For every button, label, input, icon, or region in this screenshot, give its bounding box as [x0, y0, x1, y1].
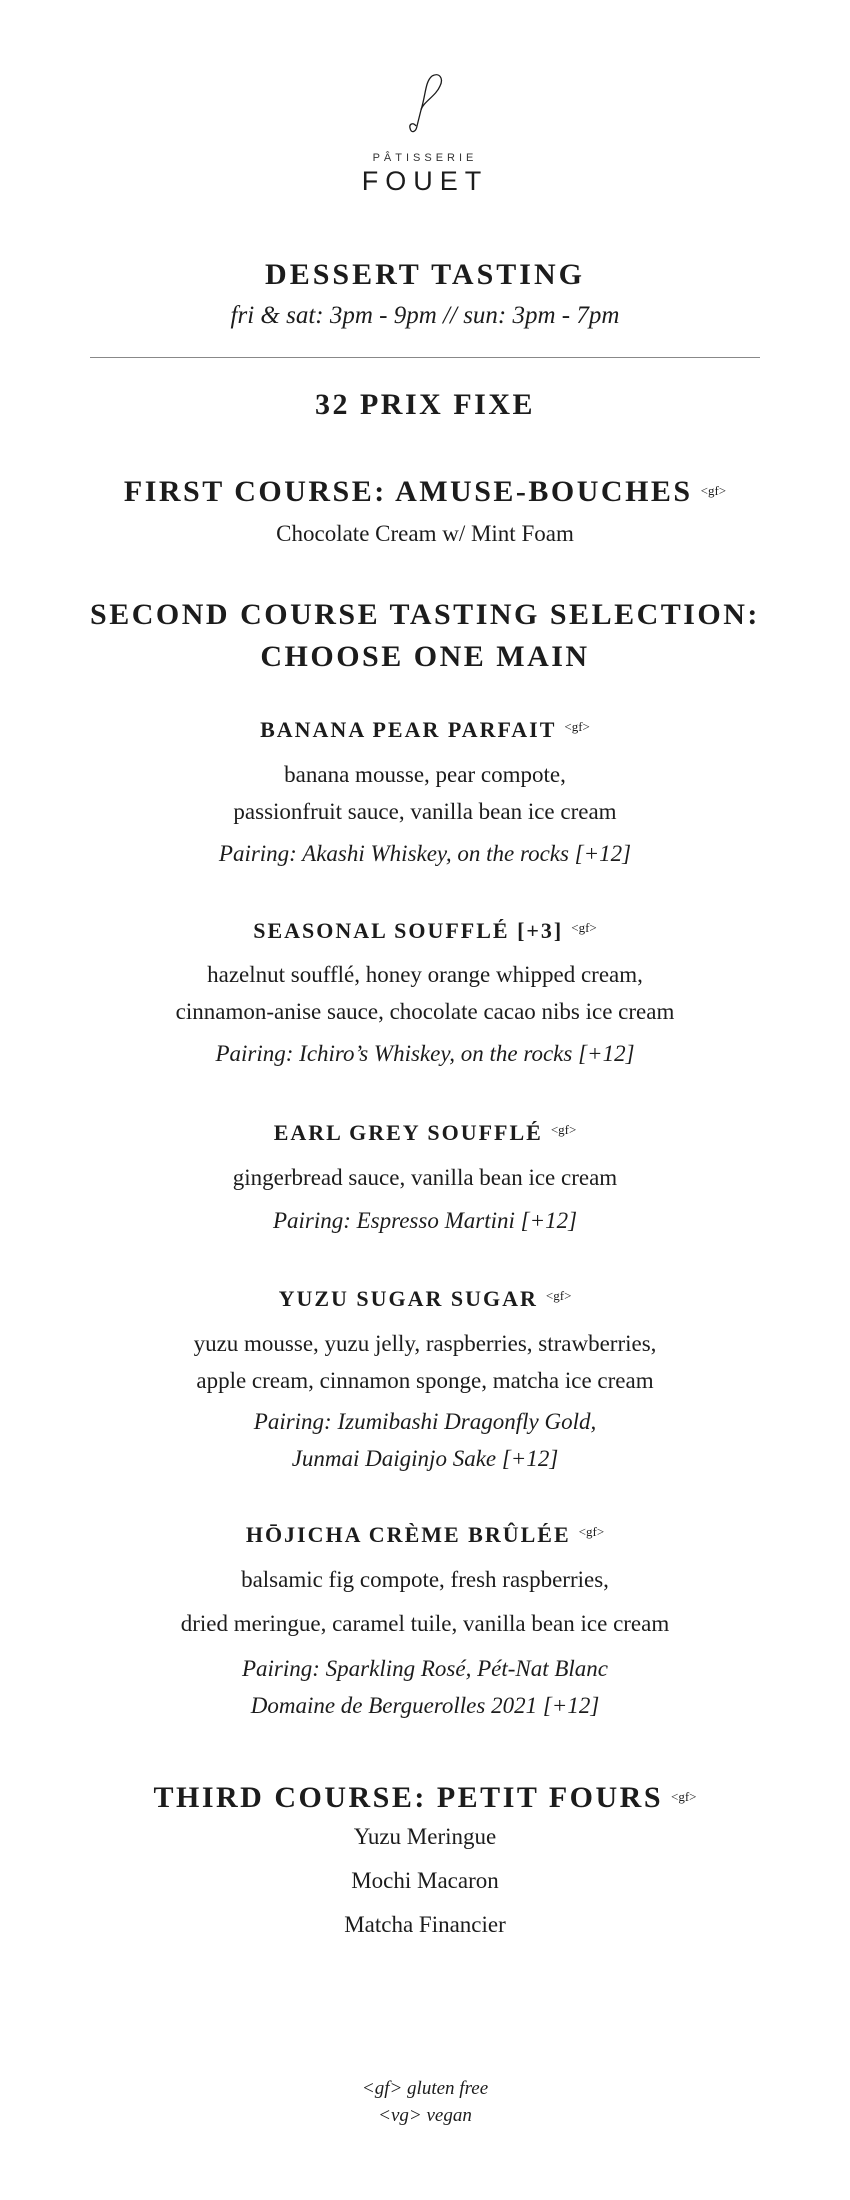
item-name-text: SEASONAL SOUFFLÉ [+3] — [253, 918, 564, 943]
item-name-text: BANANA PEAR PARFAIT — [260, 717, 557, 742]
menu-item-description: passionfruit sauce, vanilla bean ice cream — [233, 799, 617, 824]
menu-item-pairing: Pairing: Ichiro’s Whiskey, on the rocks [+12] — [215, 1041, 635, 1066]
brand-subtitle: PÂTISSERIE — [372, 152, 478, 164]
menu-item-description: hazelnut soufflé, honey orange whipped cream, — [207, 962, 643, 987]
menu-item-name — [0, 1120, 850, 1146]
gluten-free-tag: <gf> — [671, 1789, 697, 1804]
third-course-title-text: THIRD COURSE: PETIT FOURS — [153, 1781, 664, 1814]
petit-four-item: Matcha Financier — [344, 1912, 506, 1937]
menu-item-name — [0, 918, 850, 944]
item-name-text: EARL GREY SOUFFLÉ — [273, 1120, 543, 1145]
menu-item-description: balsamic fig compote, fresh raspberries, — [241, 1567, 609, 1592]
menu-item-description: cinnamon-anise sauce, chocolate cacao nibs ice cream — [175, 999, 675, 1024]
menu-item-description: banana mousse, pear compote, — [284, 762, 566, 787]
first-course-title — [0, 470, 850, 513]
whisk-icon — [405, 70, 445, 140]
brand-logo — [0, 70, 850, 197]
second-course-title-line2: CHOOSE ONE MAIN — [260, 640, 590, 673]
menu-hours: fri & sat: 3pm - 9pm // sun: 3pm - 7pm — [230, 302, 620, 329]
first-course-title-text: FIRST COURSE: AMUSE-BOUCHES — [123, 475, 693, 508]
legend-item: <gf> gluten free — [361, 2078, 489, 2099]
menu-item-pairing: Domaine de Berguerolles 2021 [+12] — [250, 1693, 600, 1718]
item-name-text: YUZU SUGAR SUGAR — [278, 1286, 538, 1311]
first-course-item: Chocolate Cream w/ Mint Foam — [276, 521, 574, 546]
menu-item-description: yuzu mousse, yuzu jelly, raspberries, strawberries, — [193, 1331, 657, 1356]
petit-four-item: Mochi Macaron — [351, 1868, 499, 1893]
menu-item-description: dried meringue, caramel tuile, vanilla bean ice cream — [180, 1611, 670, 1636]
third-course-title — [0, 1776, 850, 1819]
petit-four-item: Yuzu Meringue — [353, 1824, 497, 1849]
divider — [90, 357, 760, 358]
gluten-free-tag: <gf> — [578, 1524, 605, 1539]
second-course-title-line1: SECOND COURSE TASTING SELECTION: — [90, 598, 760, 631]
brand-name: FOUET — [361, 166, 489, 196]
menu-item-pairing: Pairing: Akashi Whiskey, on the rocks [+12] — [218, 841, 632, 866]
gluten-free-tag: <gf> — [700, 483, 727, 498]
menu-item-description: apple cream, cinnamon sponge, matcha ice cream — [196, 1368, 654, 1393]
menu-title: DESSERT TASTING — [265, 258, 585, 291]
item-name-text: HŌJICHA CRÈME BRÛLÉE — [245, 1522, 571, 1547]
gluten-free-tag: <gf> — [571, 920, 597, 935]
gluten-free-tag: <gf> — [545, 1288, 572, 1303]
menu-item-description: gingerbread sauce, vanilla bean ice cream — [232, 1165, 618, 1190]
legend-item: <vg> vegan — [378, 2105, 472, 2126]
menu-item-pairing: Pairing: Izumibashi Dragonfly Gold, — [253, 1409, 597, 1434]
menu-item-pairing: Junmai Daiginjo Sake [+12] — [291, 1446, 559, 1471]
menu-item-name — [0, 1286, 850, 1312]
menu-item-name — [0, 1522, 850, 1548]
gluten-free-tag: <gf> — [564, 719, 590, 734]
menu-item-pairing: Pairing: Espresso Martini [+12] — [272, 1208, 578, 1233]
menu-item-pairing: Pairing: Sparkling Rosé, Pét-Nat Blanc — [241, 1656, 609, 1681]
gluten-free-tag: <gf> — [550, 1122, 577, 1137]
prix-fixe-price: 32 PRIX FIXE — [314, 388, 535, 421]
menu-item-name — [0, 717, 850, 743]
